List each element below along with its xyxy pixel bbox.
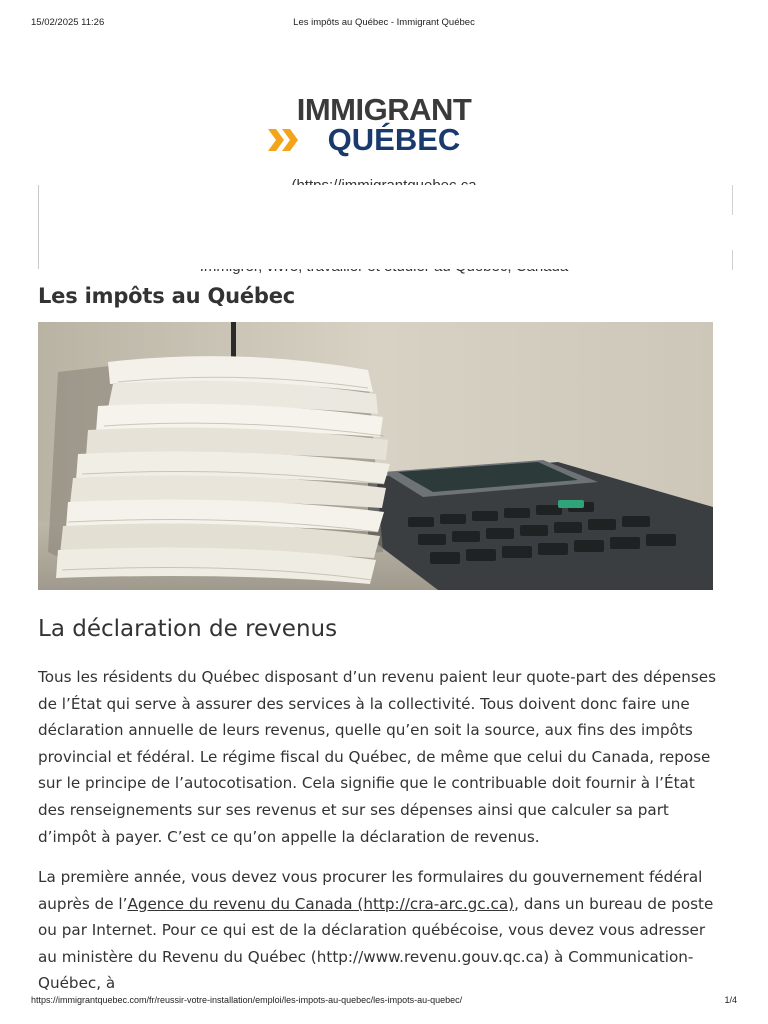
overlay-edge [730,185,733,215]
print-url: https://immigrantquebec.com/fr/reussir-votre-installation/emploi/les-impots-au-quebec/les-impots-au-quebec/ [31,995,463,1005]
print-header [0,17,768,31]
print-footer [0,995,768,1009]
logo-line-quebec: QUÉBEC [327,122,461,157]
print-date: 15/02/2025 11:26 [31,17,105,28]
chevron-logo-icon [268,129,300,151]
hero-image [38,322,713,590]
overlay-panel [38,185,735,269]
paragraph-forms-start: La première année, vous devez vous procurer les formulaires du gouvernement fédéral auprès de l’ [38,868,703,913]
paragraph-forms-end: , dans un bureau de poste ou par Internet. Pour ce qui est de la déclaration québécoise, vous devez vous adresser au ministère du Revenu du Québec (http://www.revenu.gouv.qc.ca) à Communication-Québec, à [38,894,714,993]
site-logo[interactable] [0,92,768,157]
cra-link[interactable]: Agence du revenu du Canada (http://cra-arc.gc.ca) [127,894,515,913]
section-title: La déclaration de revenus [38,616,338,642]
page-number: 1/4 [724,995,737,1005]
logo-line-immigrant: IMMIGRANT [296,92,472,127]
page-title: Les impôts au Québec [38,284,296,308]
paragraph-intro: Tous les résidents du Québec disposant d’un revenu paient leur quote-part des dépenses de l’État qui serve à assurer des services à la collectivité. Tous doivent donc faire une déclaration annuelle de leurs revenus, quelle qu’en soit la source, aux fins des impôts provincial et fédéral. Le régime fiscal du Québec, de même que celui du Canada, repose sur le principe de l’autocotisation. Cela signifie que le contribuable doit fournir à l’État des renseignements sur ses revenus et sur ses dépenses ainsi que calculer sa part d’impôt à payer. C’est ce qu’on appelle la déclaration de revenus. [38,668,717,846]
paragraph-forms [38,864,718,993]
overlay-edge-lower [730,250,733,270]
print-title: Les impôts au Québec - Immigrant Québec [293,17,475,28]
tax-papers-calculator-photo-icon [38,322,713,590]
